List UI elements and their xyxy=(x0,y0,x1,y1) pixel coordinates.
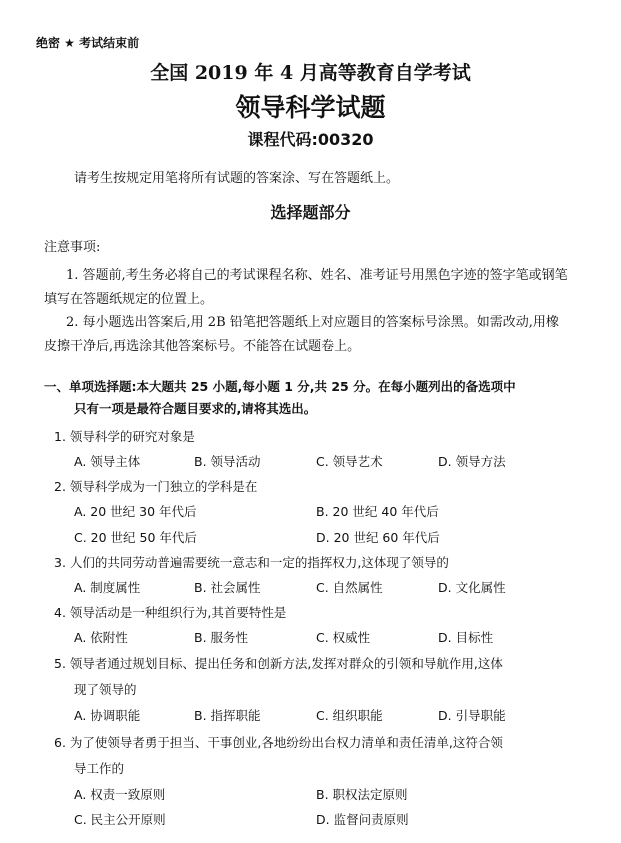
question-3-option-d: D. 文化属性 xyxy=(438,580,506,595)
question-4-option-b: B. 服务性 xyxy=(194,630,249,645)
note-2-line-2: 皮擦干净后,再选涂其他答案标号。不能答在试题卷上。 xyxy=(44,339,361,354)
question-6-option-b: B. 职权法定原则 xyxy=(316,787,408,802)
course-code: 课程代码:00320 xyxy=(247,130,374,149)
question-3-option-b: B. 社会属性 xyxy=(194,580,261,595)
question-1-stem: 1. 领导科学的研究对象是 xyxy=(54,429,195,444)
question-4-option-a: A. 依附性 xyxy=(74,630,128,645)
question-3-option-a: A. 制度属性 xyxy=(74,580,141,595)
question-2-stem: 2. 领导科学成为一门独立的学科是在 xyxy=(54,479,258,494)
question-1-option-d: D. 领导方法 xyxy=(438,454,506,469)
question-6-option-a: A. 权责一致原则 xyxy=(74,787,166,802)
notes-heading: 注意事项: xyxy=(44,240,101,255)
section-title: 选择题部分 xyxy=(270,203,351,222)
question-5-option-c: C. 组织职能 xyxy=(316,708,383,723)
note-2-line-1: 2. 每小题选出答案后,用 2B 铅笔把答题纸上对应题目的答案标号涂黑。如需改动,用橡 xyxy=(66,315,559,330)
question-6-stem-line-2: 导工作的 xyxy=(74,761,125,776)
question-4-option-c: C. 权威性 xyxy=(316,630,371,645)
question-2-option-a: A. 20 世纪 30 年代后 xyxy=(74,504,197,519)
question-6-stem-line-1: 6. 为了使领导者勇于担当、干事创业,各地纷纷出台权力清单和责任清单,这符合领 xyxy=(54,735,503,750)
question-1-option-a: A. 领导主体 xyxy=(74,454,141,469)
question-5-option-a: A. 协调职能 xyxy=(74,708,141,723)
question-5-stem-line-1: 5. 领导者通过规划目标、提出任务和创新方法,发挥对群众的引领和导航作用,这体 xyxy=(54,656,503,671)
confidential-mark: 绝密 ★ 考试结束前 xyxy=(36,36,140,50)
question-6-option-c: C. 民主公开原则 xyxy=(74,812,166,827)
question-6-option-d: D. 监督问责原则 xyxy=(316,812,409,827)
question-3-option-c: C. 自然属性 xyxy=(316,580,383,595)
question-5-option-d: D. 引导职能 xyxy=(438,708,506,723)
question-4-option-d: D. 目标性 xyxy=(438,630,494,645)
question-4-stem: 4. 领导活动是一种组织行为,其首要特性是 xyxy=(54,605,287,620)
question-1-option-c: C. 领导艺术 xyxy=(316,454,383,469)
question-5-stem-line-2: 现了领导的 xyxy=(74,682,137,697)
question-1-option-b: B. 领导活动 xyxy=(194,454,261,469)
general-instruction: 请考生按规定用笔将所有试题的答案涂、写在答题纸上。 xyxy=(74,171,400,186)
note-1-line-1: 1. 答题前,考生务必将自己的考试课程名称、姓名、准考证号用黑色字迹的签字笔或钢笔 xyxy=(66,268,568,283)
question-2-option-d: D. 20 世纪 60 年代后 xyxy=(316,530,440,545)
note-1-line-2: 填写在答题纸规定的位置上。 xyxy=(44,292,214,307)
exam-title: 全国 2019 年 4 月高等教育自学考试 xyxy=(150,62,471,84)
question-2-option-b: B. 20 世纪 40 年代后 xyxy=(316,504,439,519)
question-2-option-c: C. 20 世纪 50 年代后 xyxy=(74,530,197,545)
subject-title: 领导科学试题 xyxy=(235,93,386,122)
question-5-option-b: B. 指挥职能 xyxy=(194,708,261,723)
part-1-heading-line-2: 只有一项是最符合题目要求的,请将其选出。 xyxy=(74,401,317,416)
question-3-stem: 3. 人们的共同劳动普遍需要统一意志和一定的指挥权力,这体现了领导的 xyxy=(54,555,449,570)
part-1-heading-line-1: 一、单项选择题:本大题共 25 小题,每小题 1 分,共 25 分。在每小题列出的备选项中 xyxy=(44,379,516,394)
